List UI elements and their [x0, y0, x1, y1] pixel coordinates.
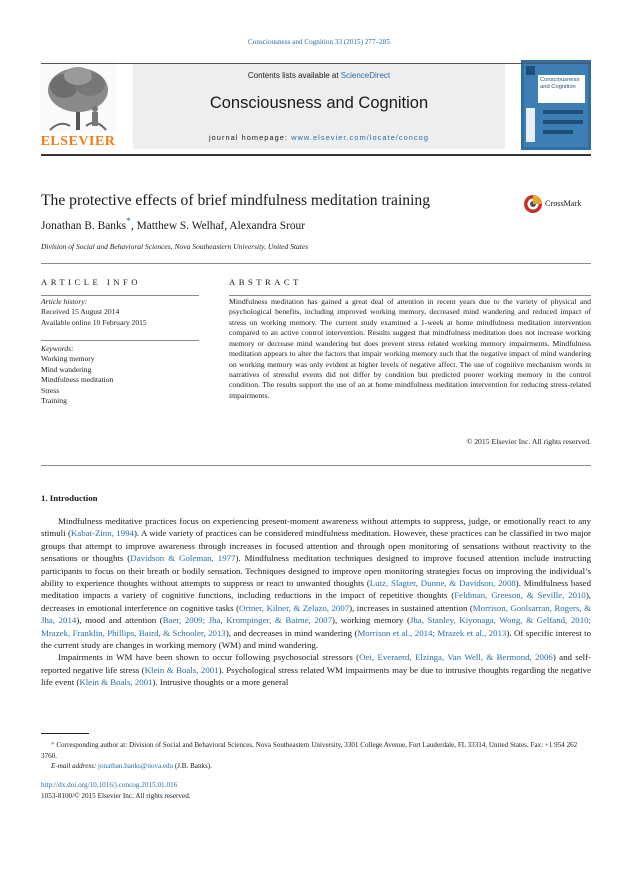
keyword: Training — [41, 396, 67, 406]
citation-link[interactable]: Feldman, Greeson, & Seville, 2010 — [454, 590, 586, 601]
crossmark-badge[interactable] — [523, 194, 593, 214]
homepage-link[interactable]: www.elsevier.com/locate/concog — [291, 133, 430, 142]
citation-link[interactable]: Morrison, Goolsarran, Rogers, & Jha, 2014 — [41, 602, 591, 626]
body-text-run: ). Of specific interest to the current study are changes in working memory (WM) and mind wandering. — [41, 627, 591, 651]
author-separator: , — [224, 219, 230, 232]
crossmark-icon — [523, 194, 543, 214]
abstract-copyright: © 2015 Elsevier Inc. All rights reserved. — [466, 437, 591, 446]
citation-link[interactable]: Lutz, Slagter, Dunne, & Davidson, 2008 — [369, 578, 516, 589]
keyword: Working memory — [41, 354, 95, 364]
keywords-label: Keywords: — [41, 344, 74, 353]
section-heading: 1. Introduction — [41, 493, 98, 503]
author-name: Matthew S. Welhaf — [136, 219, 225, 232]
journal-cover — [521, 60, 591, 150]
contents-line — [133, 71, 505, 80]
journal-title: Consciousness and Cognition — [209, 94, 429, 112]
keyword: Stress — [41, 385, 60, 395]
citation-link[interactable]: Jha, Stanley, Kiyonaga, Wong, & Gelfand, 2010; Mrazek, Franklin, Phillips, Baird, & Schooler, 2013 — [41, 615, 592, 638]
body-text-run: Mindfulness meditative practices focus on experiencing present-moment awareness without attempts to suppress, judge, or emotionally react to any stimuli ( — [41, 516, 591, 539]
affiliation: Division of Social and Behavioral Sciences, Nova Southeastern University, United States — [41, 242, 309, 251]
article-history — [41, 297, 201, 328]
article-title: The protective effects of brief mindfulness meditation training — [41, 192, 430, 209]
crossmark-label: CrossMark — [545, 199, 582, 208]
footnote — [41, 740, 591, 772]
issn-line: 1053-8100/© 2015 Elsevier Inc. All rights reserved. — [41, 792, 191, 800]
paragraph — [41, 515, 591, 651]
title-bottom-rule — [41, 263, 591, 264]
journal-header-band — [133, 64, 505, 149]
body-text-run: ). A wide variety of practices can be considered mindfulness meditation. However, these practices can be classified in two major groups that attempt to improve awareness through increases in focused attention and through open monitoring of sensations without reactivity to the sensations or thoughts ( — [41, 528, 591, 564]
body-text-run: ), mood and attention ( — [76, 615, 163, 626]
citation-link[interactable]: Klein & Boals, 2001 — [144, 664, 219, 675]
email-suffix: (J.B. Banks). — [173, 762, 212, 770]
author-name: Alexandra Srour — [229, 219, 306, 232]
citation-link[interactable]: Klein & Boals, 2001 — [79, 677, 153, 688]
journal-homepage — [133, 133, 505, 142]
abstract-rule — [229, 295, 591, 296]
email-link[interactable]: jonathan.banks@nova.edu — [98, 762, 174, 770]
author-mark[interactable]: * — [126, 217, 131, 227]
history-label: Article history: — [41, 297, 88, 306]
body-text-run: ). Intrusive thoughts or a more general — [152, 677, 289, 688]
body-text-run: ). Psychological stress related WM impairments may be due to intrusive thoughts regarding the negative life event ( — [41, 664, 592, 688]
article-info-heading: ARTICLE INFO — [41, 277, 141, 287]
author-name: Jonathan B. Banks — [41, 219, 127, 232]
journal-cover-art — [521, 60, 591, 150]
intro-body — [41, 515, 591, 689]
abstract-text: Mindfulness meditation has gained a great deal of attention in recent years due to the variety of physical and psychological benefits, including improved working memory, decreased mind wandering and reduced impact of stress on working memory. The current study examined a 1-week at home mindfulness meditation intervention compared to an active control intervention. Results suggest that mindfulness meditation does not increase working memory or decrease mind wandering but does prevent stress related working memory impairments. Mindfulness meditation appears to alter the factors that impair working memory such that the negative impact of mind wandering on working memory was only evident at higher levels of negative affect. The use of cognitive mechanism words in narratives of stressful events did not differ by condition but predicted poorer working memory in the control condition. The results support the use of an at home mindfulness meditation intervention for reducing stress-related impairments. — [229, 297, 591, 400]
body-text-run: Impairments in WM have been shown to occur following psychosocial stressors ( — [58, 652, 360, 663]
keyword: Mindfulness meditation — [41, 375, 114, 385]
footnote-mark: * — [51, 741, 55, 749]
body-text-run: ). Mindfulness based meditation impacts a variety of cognitive functions, including reductions in the impact of repetitive thoughts ( — [41, 578, 591, 601]
received-date: Received 15 August 2014 — [41, 307, 120, 317]
citation-link[interactable]: Oei, Everaerd, Elzinga, Van Well, & Bermond, 2006 — [359, 652, 553, 663]
author-separator: , — [130, 219, 137, 232]
citation-link[interactable]: Davidson & Goleman, 1977 — [130, 553, 236, 564]
body-text-run: ), working memory ( — [332, 615, 410, 626]
footnote-text-line — [41, 740, 591, 761]
abstract-bottom-rule — [41, 465, 591, 466]
footnote-email-line — [41, 761, 591, 772]
homepage-prefix: journal homepage: — [208, 133, 292, 142]
available-date: Available online 10 February 2015 — [41, 317, 147, 327]
body-text-run: ), decreases in emotional interference on cognitive tasks ( — [41, 590, 591, 613]
footnote-text: Corresponding author at: Division of Social and Behavioral Sciences, Nova Southeastern University, 3301 College Avenue, Fort Lauderdale, FL 33314, United States. Fax: +1 954 262 3760. — [41, 741, 578, 760]
abstract-heading: ABSTRACT — [229, 277, 302, 287]
header-top-rule — [41, 63, 591, 64]
body-text-run: ), increases in sustained attention ( — [349, 602, 473, 613]
citation-link[interactable]: Baer, 2009; Jha, Krompinger, & Baime, 2007 — [162, 615, 333, 626]
citation-link[interactable]: Kabat-Zinn, 1994 — [70, 528, 134, 539]
footnote-rule — [41, 733, 89, 734]
article-info-rule — [41, 295, 199, 296]
paragraph — [41, 651, 591, 688]
header-bottom-rule — [41, 154, 591, 156]
body-text-run: ), and decreases in mind wandering ( — [225, 627, 358, 638]
email-label: E-mail address: — [51, 762, 99, 770]
keywords-block — [41, 344, 201, 406]
doi-link[interactable]: http://dx.doi.org/10.1016/j.concog.2015.01.016 — [41, 781, 178, 789]
body-text-run: ) and self-reported negative life stress ( — [41, 652, 591, 675]
citation-link[interactable]: Ortner, Kilner, & Zelazo, 2007 — [239, 602, 350, 613]
contents-prefix: Contents lists available at — [247, 71, 341, 80]
keywords-rule — [41, 340, 199, 341]
citation-link[interactable]: Morrison et al., 2014; Mrazek et al., 2013 — [357, 627, 507, 638]
author-list — [41, 217, 305, 232]
body-text-run: ). Mindfulness meditation techniques designed to improve focused attention include instructing participants to focus on their breath or bodily sensation. Techniques designed to improve open monitoring strategies focus on improving the individual’s ability to experience thoughts without attempts to suppress or react to unwanted thoughts ( — [41, 553, 591, 589]
cover-title: Consciousness and Cognition — [540, 77, 580, 90]
keyword: Mind wandering — [41, 364, 92, 374]
elsevier-wordmark: ELSEVIER — [40, 134, 116, 149]
journal-reference[interactable]: Consciousness and Cognition 33 (2015) 277–285 — [248, 38, 390, 46]
sciencedirect-link[interactable]: ScienceDirect — [340, 71, 391, 80]
